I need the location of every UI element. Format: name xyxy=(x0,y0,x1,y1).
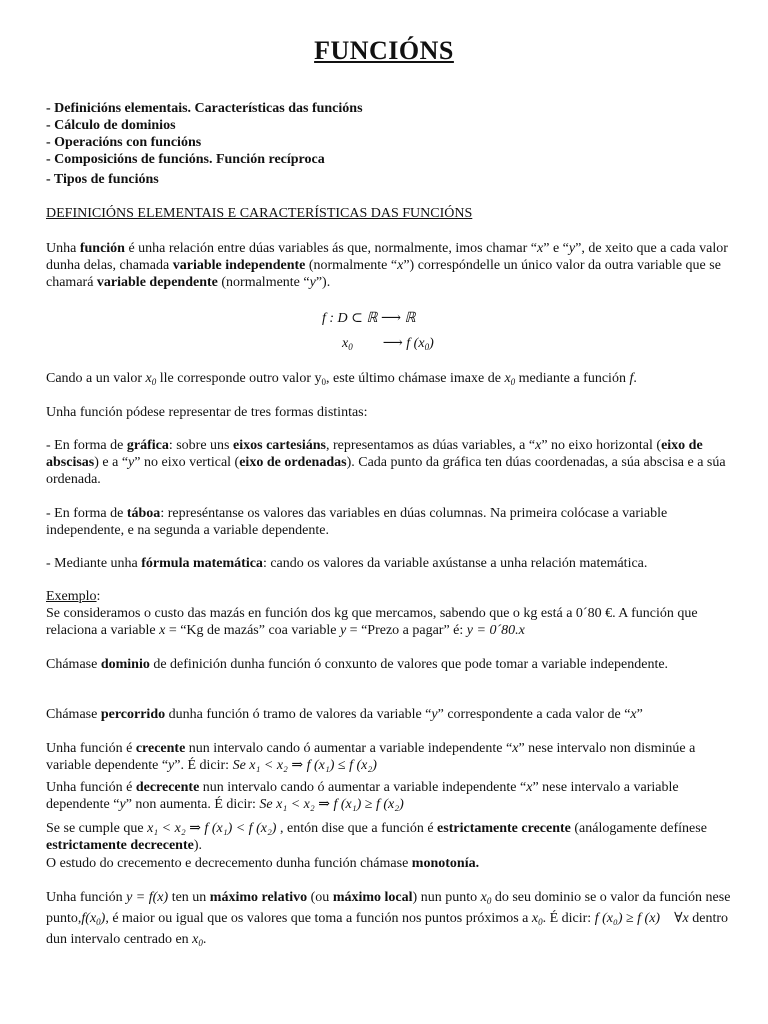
formula-domain-map: f : D ⊂ ℝ ⟶ ℝ xyxy=(322,311,416,326)
decreasing-condition: Se x₁ < x₂ ⇒ f (x₁) ≥ f (x₂) xyxy=(259,797,404,812)
paragraph-monotony: O estudo do crecemento e decrecemento dunha función chámase monotonía. xyxy=(46,856,480,871)
paragraph-decreasing: Unha función é decrecente nun intervalo cando ó aumentar a variable independente “x” nese intervalo a variable dependente “y” non aumenta. É dicir: Se x₁ < x₂ ⇒ f (x₁) ≥ f (x₂) xyxy=(46,780,679,812)
paragraph-formula-form: - Mediante unha fórmula matemática: cando os valores da variable axústanse a unha relación matemática. xyxy=(46,556,648,571)
table-of-contents xyxy=(46,100,363,188)
maximum-condition: f (x₀) ≥ f (x) xyxy=(594,911,661,926)
increasing-condition: Se x₁ < x₂ ⇒ f (x₁) ≤ f (x₂) xyxy=(232,758,377,773)
paragraph-increasing: Unha función é crecente nun intervalo cando ó aumentar a variable independente “x” nese intervalo non disminúe a variable dependente “y”. É dicir: Se x₁ < x₂ ⇒ f (x₁) ≤ f (x₂) xyxy=(46,741,696,773)
paragraph-range: Chámase percorrido dunha función ó tramo de valores da variable “y” correspondente a cada valor de “x” xyxy=(46,707,643,722)
formula-image-map: $x_0$ ⟶ f $(x_0)$ xyxy=(342,336,434,352)
example-equation: y = 0´80.x xyxy=(466,623,525,638)
paragraph-forms: Unha función pódese representar de tres formas distintas: xyxy=(46,405,368,420)
paragraph-maximum: Unha función y = f(x) ten un máximo relativo (ou máximo local) nun punto $x_0$ do seu dominio se o valor da función nese $punto,f(x_0)$, é maior ou igual que os valores que toma a función nos puntos próximos a $x_0$. É dicir: f (x₀) ≥ f (x) ∀x dentro dun intervalo centrado en $x_0$. xyxy=(46,890,731,948)
toc-item: - Cálculo de dominios xyxy=(46,118,176,133)
strict-condition: x₁ < x₂ ⇒ f (x₁) < f (x₂) xyxy=(147,821,277,836)
paragraph-table-form: - En forma de táboa: represéntanse os valores das variables en dúas columnas. Na primeira colócase a variable independente, e na segunda a variable dependente. xyxy=(46,506,668,538)
page-title: FUNCIÓNS xyxy=(314,36,454,65)
example-label: Exemplo xyxy=(46,589,97,604)
paragraph-image: Cando a un valor $x_0$ lle corresponde outro valor $y_0$, este último chámase imaxe de $x_0$ mediante a función f. xyxy=(46,371,637,387)
paragraph-graph-form: - En forma de gráfica: sobre uns eixos cartesiáns, representamos as dúas variables, a “x” no eixo horizontal (eixo de abscisas) e a “y” no eixo vertical (eixo de ordenadas). Cada punto da gráfica ten dúas coordenadas, a súa abscisa e a súa ordenada. xyxy=(46,438,726,487)
toc-item: - Composicións de funcións. Función recíproca xyxy=(46,152,325,167)
paragraph-definition: Unha función é unha relación entre dúas variables ás que, normalmente, imos chamar “x” e “y”, de xeito que a cada valor dunha delas, chamada variable independente (normalmente “x”) correspóndelle un único valor da outra variable que se chamará variable dependente (normalmente “y”). xyxy=(46,241,728,290)
toc-item: - Operacións con funcións xyxy=(46,135,202,150)
paragraph-strict: Se se cumple que x₁ < x₂ ⇒ f (x₁) < f (x₂) , entón dise que a función é estrictamente crecente (análogamente defínese estrictamente decrecente). xyxy=(46,821,707,853)
paragraph-example: Exemplo: Se consideramos o custo das mazás en función dos kg que mercamos, sabendo que o kg está a 0´80 €. A función que relaciona a variable x = “Kg de mazás” coa variable y = “Prezo a pagar” é: y = 0´80.x xyxy=(46,589,698,638)
section-heading: DEFINICIÓNS ELEMENTAIS E CARACTERÍSTICAS DAS FUNCIÓNS xyxy=(46,206,473,221)
toc-item: - Definicións elementais. Características das funcións xyxy=(46,101,363,116)
paragraph-domain: Chámase dominio de definición dunha función ó conxunto de valores que pode tomar a variable independente. xyxy=(46,657,669,672)
toc-item: - Tipos de funcións xyxy=(46,172,159,187)
